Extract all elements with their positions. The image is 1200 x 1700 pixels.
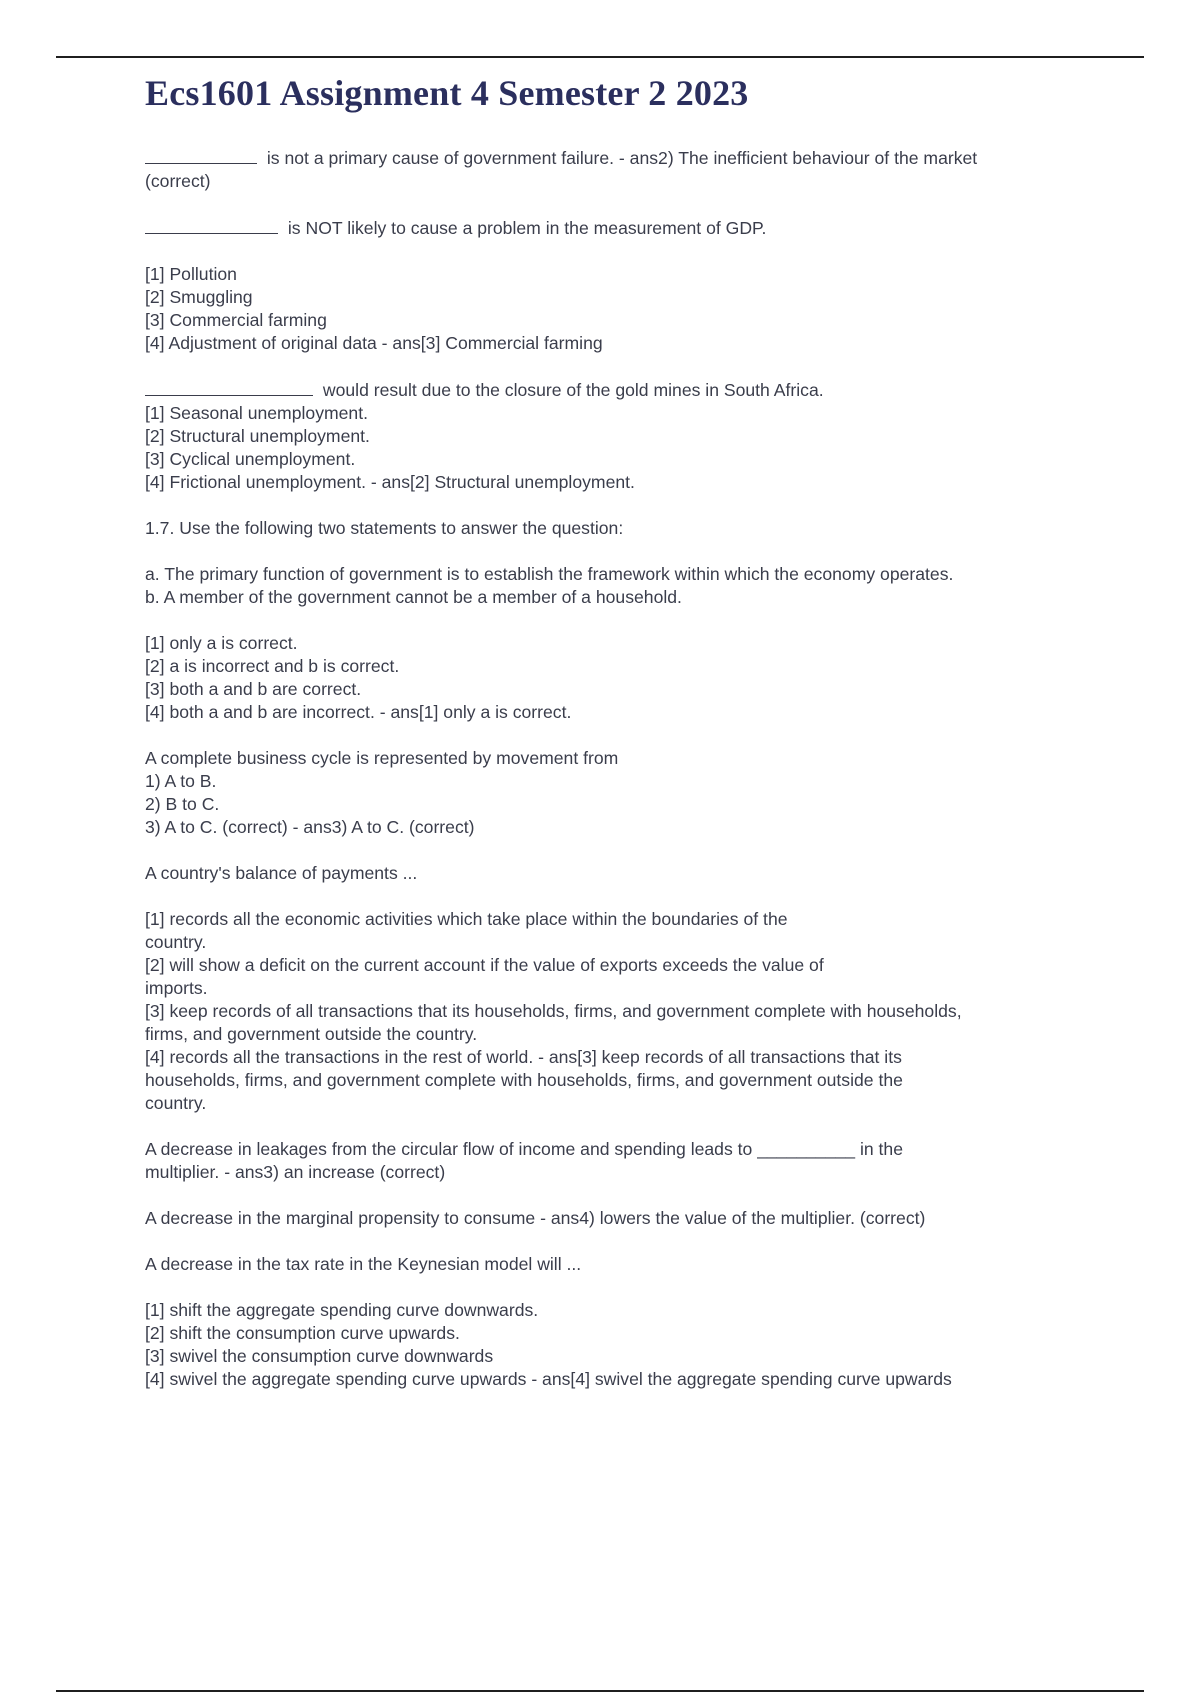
question-line: A complete business cycle is represented by movement from xyxy=(145,748,619,768)
statement-line: b. A member of the government cannot be a member of a household. xyxy=(145,587,682,607)
question-block xyxy=(145,517,1085,540)
option-line: [3] Cyclical unemployment. xyxy=(145,449,356,469)
question-block xyxy=(145,216,1085,240)
option-line: 3) A to C. (correct) - ans3) A to C. (correct) xyxy=(145,817,475,837)
question-block xyxy=(145,146,1085,193)
question-line: A decrease in the marginal propensity to consume - ans4) lowers the value of the multiplier. (correct) xyxy=(145,1208,926,1228)
option-line: [4] records all the transactions in the rest of world. - ans[3] keep records of all transactions that its xyxy=(145,1047,902,1067)
options-block xyxy=(145,632,1085,724)
option-line: [1] shift the aggregate spending curve downwards. xyxy=(145,1300,539,1320)
option-line: [2] will show a deficit on the current account if the value of exports exceeds the value of xyxy=(145,955,824,975)
options-block xyxy=(145,263,1085,355)
option-line: imports. xyxy=(145,978,208,998)
question-line: 1.7. Use the following two statements to answer the question: xyxy=(145,518,624,538)
question-text: is not a primary cause of government failure. - ans2) The inefficient behaviour of the market xyxy=(262,148,978,168)
option-line: [4] Adjustment of original data - ans[3] Commercial farming xyxy=(145,333,603,353)
option-line: country. xyxy=(145,1093,207,1113)
options-block xyxy=(145,1299,1085,1391)
option-line: [3] Commercial farming xyxy=(145,310,327,330)
question-line: A decrease in the tax rate in the Keynesian model will ... xyxy=(145,1254,582,1274)
answer-blank xyxy=(145,146,257,164)
option-line: [1] Pollution xyxy=(145,264,237,284)
option-line: [4] both a and b are incorrect. - ans[1] only a is correct. xyxy=(145,702,572,722)
option-line: country. xyxy=(145,932,207,952)
document-body xyxy=(145,70,1085,1414)
option-line: [2] shift the consumption curve upwards. xyxy=(145,1323,460,1343)
question-block xyxy=(145,1138,1085,1184)
option-line: [4] swivel the aggregate spending curve upwards - ans[4] swivel the aggregate spending curve upwards xyxy=(145,1369,952,1389)
option-line: [3] both a and b are correct. xyxy=(145,679,362,699)
question-text: would result due to the closure of the gold mines in South Africa. xyxy=(318,380,824,400)
question-block xyxy=(145,862,1085,885)
question-line: A country's balance of payments ... xyxy=(145,863,418,883)
option-line: [1] records all the economic activities which take place within the boundaries of the xyxy=(145,909,788,929)
question-block xyxy=(145,747,1085,839)
option-line: [2] Structural unemployment. xyxy=(145,426,370,446)
question-line: (correct) xyxy=(145,171,211,191)
top-rule xyxy=(56,56,1144,58)
statements-block xyxy=(145,563,1085,609)
option-line: firms, and government outside the country. xyxy=(145,1024,478,1044)
question-line xyxy=(145,216,1085,240)
question-block xyxy=(145,1253,1085,1276)
option-line: households, firms, and government complete with households, firms, and government outside the xyxy=(145,1070,903,1090)
question-line: A decrease in leakages from the circular flow of income and spending leads to __________ in the xyxy=(145,1139,903,1159)
question-text: is NOT likely to cause a problem in the measurement of GDP. xyxy=(283,218,767,238)
option-line: [1] Seasonal unemployment. xyxy=(145,403,368,423)
option-line: [2] Smuggling xyxy=(145,287,253,307)
question-line: multiplier. - ans3) an increase (correct) xyxy=(145,1162,446,1182)
option-line: [3] swivel the consumption curve downwards xyxy=(145,1346,494,1366)
option-line: [2] a is incorrect and b is correct. xyxy=(145,656,400,676)
option-line: [3] keep records of all transactions that its households, firms, and government complete with households, xyxy=(145,1001,962,1021)
document-title: Ecs1601 Assignment 4 Semester 2 2023 xyxy=(145,73,749,113)
question-block xyxy=(145,378,1085,494)
answer-blank xyxy=(145,216,278,234)
options-block xyxy=(145,908,1085,1115)
question-block xyxy=(145,1207,1085,1230)
statement-line: a. The primary function of government is to establish the framework within which the economy operates. xyxy=(145,564,954,584)
answer-blank xyxy=(145,378,313,396)
bottom-rule xyxy=(56,1690,1144,1692)
question-line xyxy=(145,146,1085,170)
option-line: 2) B to C. xyxy=(145,794,220,814)
option-line: [4] Frictional unemployment. - ans[2] Structural unemployment. xyxy=(145,472,635,492)
question-line xyxy=(145,378,1085,402)
option-line: [1] only a is correct. xyxy=(145,633,298,653)
option-line: 1) A to B. xyxy=(145,771,217,791)
